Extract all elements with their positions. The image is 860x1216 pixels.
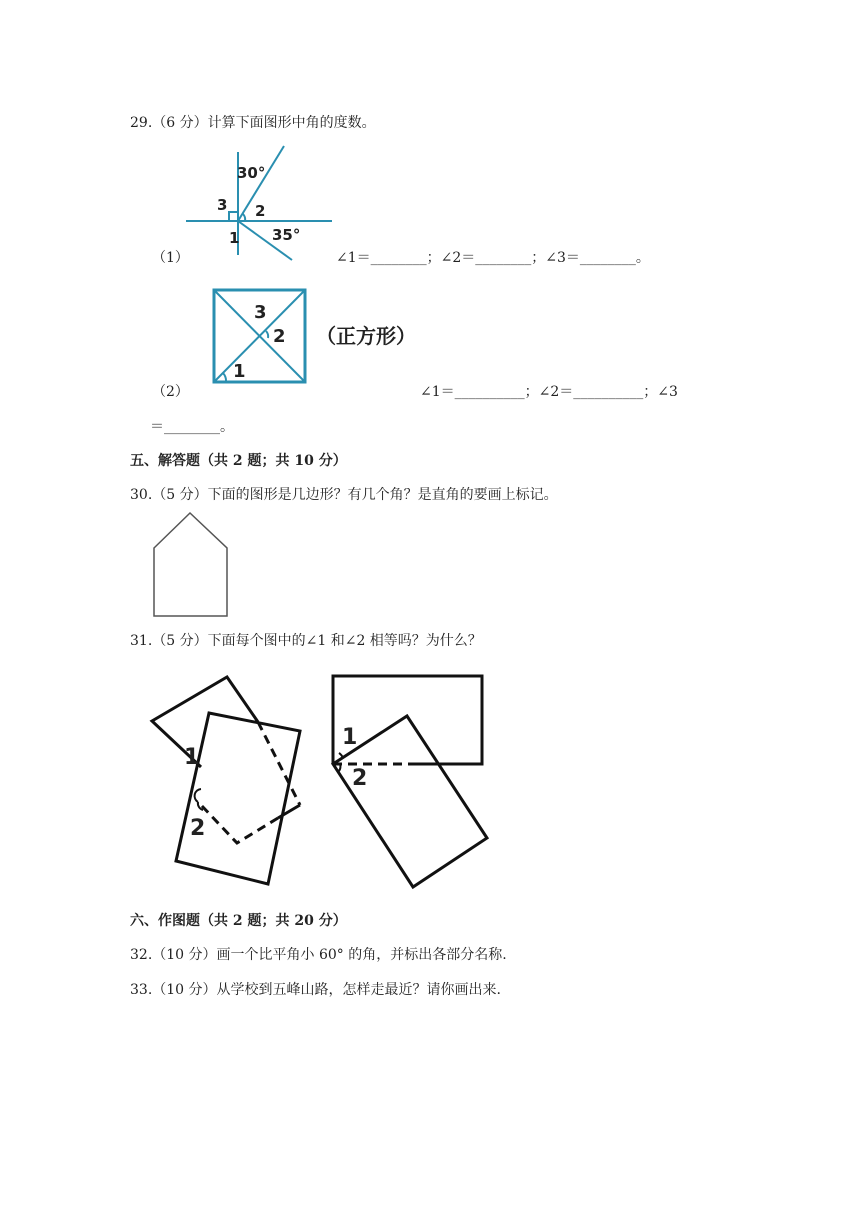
q31-left-rect-a-hidden-2 (201, 805, 278, 843)
q29-fig1-label-2: 2 (255, 202, 266, 220)
q29-fig2-label-1: 1 (233, 361, 246, 382)
q32-stem: 32.（10 分）画一个比平角小 60° 的角，并标出各部分名称. (130, 947, 507, 963)
q31-right-label-2: 2 (352, 766, 368, 791)
q29-figure-1 (180, 140, 340, 265)
section5-title: 五、解答题（共 2 题；共 10 分） (130, 453, 347, 469)
section6-title: 六、作图题（共 2 题；共 20 分） (130, 913, 347, 929)
q31-left-angle1-arc (195, 789, 201, 802)
q29-part2-answer-line: ∠1＝__________；∠2＝__________；∠3 (420, 384, 678, 400)
q29-part1-label: （1） (152, 250, 189, 266)
q29-part1-answer-line: ∠1＝________；∠2＝________；∠3＝________。 (336, 250, 650, 266)
q29-fig2-label-3: 3 (254, 302, 267, 323)
q29-part2-label: （2） (152, 384, 189, 400)
q29-fig1-label-1: 1 (229, 229, 240, 247)
q29-fig1-label-3: 3 (217, 196, 228, 214)
q30-pentagon-figure (148, 508, 233, 620)
q29-part2-answer-continued: ＝________。 (150, 419, 234, 435)
q31-left-label-2: 2 (190, 816, 206, 841)
q31-figure-left (140, 665, 325, 890)
q30-stem: 30.（5 分）下面的图形是几边形？有几个角？是直角的要画上标记。 (130, 487, 558, 503)
q29-fig1-right-angle-mark (229, 212, 238, 221)
q31-right-label-1: 1 (342, 725, 358, 750)
q29-figure-2 (205, 283, 430, 388)
q29-fig1-label-35: 35° (272, 226, 301, 244)
q30-pentagon (154, 513, 227, 616)
q31-stem: 31.（5 分）下面每个图中的∠1 和∠2 相等吗？为什么？ (130, 633, 482, 649)
q31-figure-right (325, 670, 490, 892)
q31-left-label-1: 1 (184, 745, 200, 770)
q29-fig2-label-2: 2 (273, 326, 286, 347)
q33-stem: 33.（10 分）从学校到五峰山路，怎样走最近？请你画出来. (130, 982, 501, 998)
q29-fig1-angle-arc (243, 214, 245, 221)
q29-stem: 29.（6 分）计算下面图形中角的度数。 (130, 115, 376, 131)
q29-fig2-angle2-arc (266, 331, 268, 338)
q31-left-rect-a-solid (152, 677, 258, 767)
q29-fig1-label-30: 30° (237, 164, 266, 182)
q29-fig2-note-square: （正方形） (316, 324, 416, 348)
